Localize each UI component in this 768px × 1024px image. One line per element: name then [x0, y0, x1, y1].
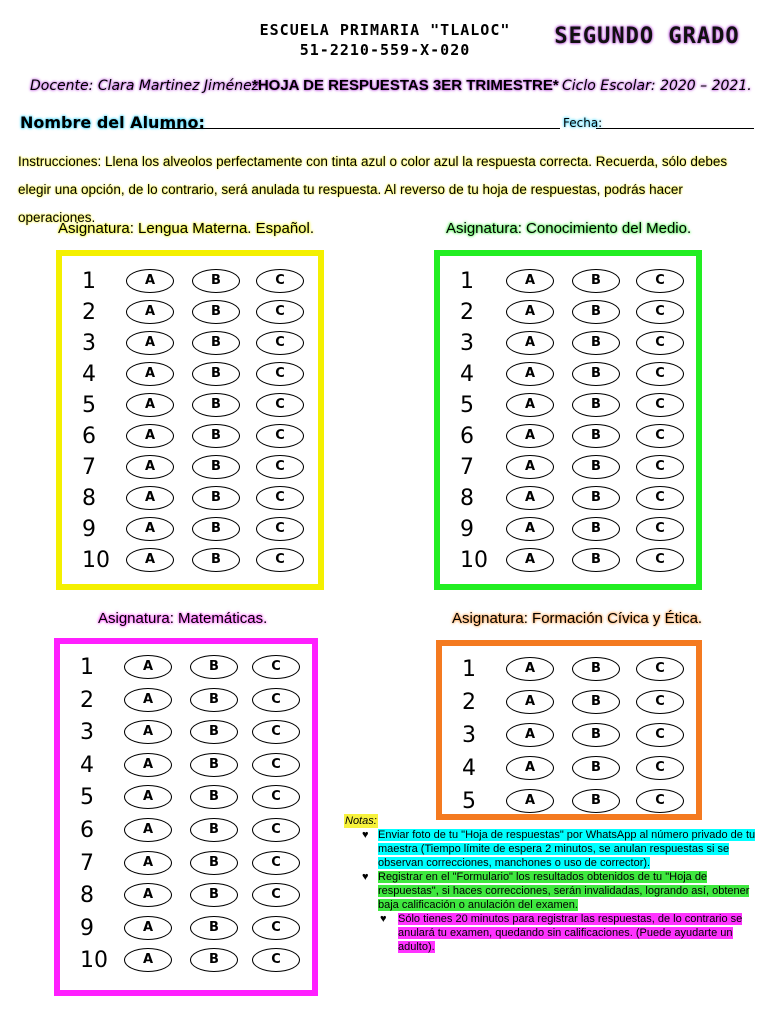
question-row [60, 750, 312, 781]
answer-box-espanol [56, 250, 324, 590]
answer-bubble-b[interactable]: B [192, 269, 240, 293]
ciclo-value: 2020 – 2021. [660, 78, 752, 94]
answer-bubble-c[interactable]: C [636, 756, 684, 780]
question-row [442, 654, 696, 685]
answer-bubble-c[interactable]: C [636, 548, 684, 572]
ciclo-label: Ciclo Escolar: [562, 78, 656, 94]
question-number: 7 [80, 850, 94, 876]
question-number: 5 [82, 393, 96, 418]
answer-bubble-c[interactable]: C [636, 455, 684, 479]
answer-bubble-b[interactable]: B [190, 785, 238, 809]
question-number: 4 [460, 362, 474, 387]
question-number: 1 [460, 269, 474, 294]
answer-bubble-b[interactable]: B [192, 300, 240, 324]
answer-bubble-c[interactable]: C [636, 657, 684, 681]
question-number: 2 [82, 300, 96, 325]
answer-bubble-b[interactable]: B [192, 486, 240, 510]
note-item [344, 870, 756, 912]
question-row [60, 848, 312, 879]
school-name: ESCUELA PRIMARIA "TLALOC" [259, 21, 511, 39]
question-row [62, 328, 318, 359]
question-row [440, 421, 696, 452]
answer-bubble-c[interactable]: C [636, 789, 684, 813]
answer-bubble-a[interactable]: A [506, 723, 554, 747]
answer-bubble-a[interactable]: A [506, 393, 554, 417]
answer-bubble-a[interactable]: A [126, 486, 174, 510]
docente-label: Docente: [30, 78, 94, 94]
question-number: 5 [460, 393, 474, 418]
question-row [62, 359, 318, 390]
answer-bubble-b[interactable]: B [572, 517, 620, 541]
answer-bubble-a[interactable]: A [124, 655, 172, 679]
answer-bubble-a[interactable]: A [506, 455, 554, 479]
question-number: 6 [80, 818, 94, 843]
answer-box-medio [434, 250, 702, 590]
answer-bubble-c[interactable]: C [252, 883, 300, 907]
question-number: 2 [80, 687, 94, 713]
subject-title-matematicas: Asignatura: Matemáticas. [98, 610, 268, 627]
question-row [60, 913, 312, 944]
notes-section [344, 814, 756, 954]
answer-bubble-c[interactable]: C [252, 655, 300, 679]
question-number: 2 [462, 690, 476, 715]
answer-bubble-a[interactable]: A [124, 916, 172, 940]
answer-bubble-b[interactable]: B [190, 851, 238, 875]
answer-bubble-c[interactable]: C [636, 690, 684, 714]
answer-bubble-b[interactable]: B [190, 720, 238, 744]
question-row [60, 880, 312, 911]
note-item [344, 828, 756, 870]
answer-bubble-c[interactable]: C [256, 331, 304, 355]
question-number: 9 [460, 517, 474, 542]
answer-bubble-b[interactable]: B [190, 948, 238, 972]
question-row [62, 452, 318, 483]
answer-bubble-b[interactable]: B [192, 362, 240, 386]
answer-bubble-a[interactable]: A [506, 789, 554, 813]
student-name-field[interactable] [160, 128, 560, 129]
question-number: 10 [82, 548, 110, 573]
teacher-line [30, 78, 259, 94]
answer-bubble-a[interactable]: A [506, 548, 554, 572]
answer-bubble-c[interactable]: C [636, 486, 684, 510]
question-number: 4 [82, 362, 96, 387]
note-text-tiempo: Sólo tienes 20 minutos para registrar las respuestas, de lo contrario se anulará tu examen, quedando sin calificaciones. (Puede ayudarte un adulto). [398, 913, 743, 953]
answer-bubble-c[interactable]: C [636, 424, 684, 448]
answer-bubble-a[interactable]: A [506, 300, 554, 324]
answer-bubble-c[interactable]: C [252, 785, 300, 809]
question-row [440, 359, 696, 390]
answer-bubble-c[interactable]: C [636, 362, 684, 386]
subject-title-espanol: Asignatura: Lengua Materna. Español. [58, 220, 315, 237]
answer-bubble-b[interactable]: B [192, 517, 240, 541]
question-number: 7 [460, 455, 474, 480]
question-row [440, 266, 696, 297]
question-row [440, 483, 696, 514]
answer-box-civica [436, 640, 702, 820]
answer-bubble-a[interactable]: A [124, 883, 172, 907]
answer-bubble-a[interactable]: A [506, 424, 554, 448]
question-number: 10 [80, 948, 108, 974]
question-number: 5 [80, 785, 94, 811]
answer-bubble-c[interactable]: C [256, 424, 304, 448]
answer-bubble-b[interactable]: B [572, 331, 620, 355]
question-number: 6 [82, 424, 96, 449]
question-row [442, 687, 696, 718]
heart-icon: ♥ [362, 871, 369, 883]
answer-bubble-c[interactable]: C [636, 517, 684, 541]
question-row [62, 514, 318, 545]
answer-bubble-c[interactable]: C [256, 455, 304, 479]
date-field[interactable] [596, 128, 754, 129]
answer-bubble-b[interactable]: B [192, 424, 240, 448]
question-number: 3 [82, 331, 96, 356]
question-number: 3 [460, 331, 474, 356]
answer-bubble-a[interactable]: A [126, 362, 174, 386]
note-item [344, 912, 756, 954]
answer-bubble-c[interactable]: C [636, 393, 684, 417]
question-number: 2 [460, 300, 474, 325]
answer-bubble-a[interactable]: A [124, 688, 172, 712]
answer-bubble-a[interactable]: A [126, 424, 174, 448]
answer-bubble-a[interactable]: A [124, 818, 172, 842]
answer-bubble-a[interactable]: A [506, 486, 554, 510]
note-text-whatsapp: Enviar foto de tu "Hoja de respuestas" por WhatsApp al número privado de tu maestra (Tiempo límite de espera 2 minutos, se anulan respuestas si se observan correcciones, manchones o uso de corrector). [378, 829, 756, 869]
answer-bubble-b[interactable]: B [572, 548, 620, 572]
answer-bubble-b[interactable]: B [572, 269, 620, 293]
answer-bubble-c[interactable]: C [256, 393, 304, 417]
question-number: 3 [462, 723, 476, 748]
answer-bubble-a[interactable]: A [124, 851, 172, 875]
school-code: 51-2210-559-X-020 [299, 41, 471, 59]
answer-bubble-b[interactable]: B [572, 756, 620, 780]
student-name-label: Nombre del Alumno: [20, 113, 205, 132]
answer-bubble-a[interactable]: A [124, 720, 172, 744]
heart-icon: ♥ [380, 913, 387, 925]
question-number: 1 [80, 655, 94, 680]
answer-bubble-b[interactable]: B [572, 789, 620, 813]
school-cycle [562, 78, 752, 94]
answer-bubble-c[interactable]: C [252, 753, 300, 777]
question-row [60, 815, 312, 846]
question-number: 8 [82, 486, 96, 511]
answer-bubble-b[interactable]: B [190, 883, 238, 907]
answer-bubble-a[interactable]: A [126, 517, 174, 541]
question-row [60, 685, 312, 716]
sheet-title: *HOJA DE RESPUESTAS 3ER TRIMESTRE* [252, 77, 559, 94]
question-row [62, 421, 318, 452]
grade-label: SEGUNDO GRADO [554, 24, 740, 49]
answer-bubble-c[interactable]: C [636, 300, 684, 324]
question-row [440, 514, 696, 545]
answer-box-matematicas [54, 638, 318, 996]
answer-bubble-b[interactable]: B [190, 688, 238, 712]
answer-bubble-a[interactable]: A [124, 753, 172, 777]
answer-bubble-a[interactable]: A [126, 393, 174, 417]
question-row [440, 328, 696, 359]
question-number: 6 [460, 424, 474, 449]
answer-bubble-c[interactable]: C [252, 688, 300, 712]
question-number: 8 [80, 883, 94, 909]
answer-bubble-c[interactable]: C [256, 269, 304, 293]
answer-bubble-a[interactable]: A [506, 657, 554, 681]
question-number: 9 [82, 517, 96, 542]
answer-bubble-a[interactable]: A [124, 785, 172, 809]
answer-bubble-b[interactable]: B [192, 548, 240, 572]
answer-bubble-b[interactable]: B [572, 657, 620, 681]
answer-bubble-b[interactable]: B [192, 393, 240, 417]
question-row [442, 753, 696, 784]
subject-title-civica: Asignatura: Formación Cívica y Ética. [452, 610, 703, 627]
answer-bubble-c[interactable]: C [636, 269, 684, 293]
heart-icon: ♥ [362, 829, 369, 841]
answer-bubble-c[interactable]: C [256, 300, 304, 324]
question-row [62, 483, 318, 514]
answer-bubble-c[interactable]: C [252, 720, 300, 744]
answer-bubble-c[interactable]: C [256, 548, 304, 572]
answer-bubble-c[interactable]: C [256, 486, 304, 510]
question-row [440, 390, 696, 421]
question-row [60, 717, 312, 748]
answer-bubble-a[interactable]: A [506, 362, 554, 386]
answer-bubble-c[interactable]: C [256, 517, 304, 541]
answer-bubble-c[interactable]: C [636, 723, 684, 747]
date-label: Fecha: [563, 116, 603, 130]
answer-bubble-c[interactable]: C [252, 916, 300, 940]
docente-name: Clara Martinez Jiménez [97, 78, 260, 94]
question-number: 3 [80, 720, 94, 746]
answer-bubble-a[interactable]: A [506, 517, 554, 541]
notes-title: Notas: [345, 815, 377, 827]
answer-bubble-b[interactable]: B [192, 455, 240, 479]
answer-bubble-b[interactable]: B [572, 723, 620, 747]
question-row [440, 452, 696, 483]
question-number: 1 [462, 657, 476, 682]
answer-bubble-b[interactable]: B [572, 486, 620, 510]
answer-bubble-a[interactable]: A [506, 331, 554, 355]
question-row [62, 266, 318, 297]
question-row [442, 786, 696, 817]
question-row [440, 545, 696, 576]
answer-bubble-b[interactable]: B [190, 753, 238, 777]
answer-bubble-a[interactable]: A [126, 300, 174, 324]
answer-bubble-a[interactable]: A [506, 756, 554, 780]
answer-bubble-b[interactable]: B [190, 655, 238, 679]
answer-bubble-b[interactable]: B [190, 818, 238, 842]
school-header [200, 20, 570, 60]
answer-bubble-c[interactable]: C [252, 818, 300, 842]
question-number: 5 [462, 789, 476, 814]
answer-bubble-a[interactable]: A [124, 948, 172, 972]
question-row [60, 782, 312, 813]
answer-bubble-b[interactable]: B [572, 300, 620, 324]
question-number: 10 [460, 548, 488, 573]
question-row [440, 297, 696, 328]
answer-bubble-a[interactable]: A [126, 269, 174, 293]
question-row [62, 297, 318, 328]
question-number: 8 [460, 486, 474, 511]
answer-bubble-b[interactable]: B [572, 424, 620, 448]
answer-bubble-c[interactable]: C [252, 851, 300, 875]
question-number: 4 [462, 756, 476, 781]
answer-bubble-b[interactable]: B [572, 690, 620, 714]
answer-bubble-b[interactable]: B [572, 362, 620, 386]
answer-bubble-c[interactable]: C [256, 362, 304, 386]
question-row [62, 545, 318, 576]
answer-bubble-a[interactable]: A [126, 455, 174, 479]
note-text-formulario: Registrar en el "Formulario" los resultados obtenidos de tu "Hoja de respuestas", si haces correcciones, serán invalidadas, logrando así, obtener baja calificación o anulación del examen. [378, 871, 750, 911]
question-row [60, 945, 312, 976]
answer-bubble-c[interactable]: C [636, 331, 684, 355]
answer-bubble-b[interactable]: B [572, 393, 620, 417]
question-number: 1 [82, 269, 96, 294]
question-row [442, 720, 696, 751]
answer-bubble-a[interactable]: A [506, 690, 554, 714]
answer-bubble-c[interactable]: C [252, 948, 300, 972]
question-row [62, 390, 318, 421]
answer-bubble-a[interactable]: A [126, 548, 174, 572]
answer-bubble-b[interactable]: B [192, 331, 240, 355]
answer-bubble-a[interactable]: A [126, 331, 174, 355]
question-number: 4 [80, 752, 94, 778]
answer-bubble-a[interactable]: A [506, 269, 554, 293]
subject-title-medio: Asignatura: Conocimiento del Medio. [446, 220, 692, 237]
question-row [60, 652, 312, 683]
instructions: Instrucciones: Llena los alveolos perfectamente con tinta azul o color azul la respuesta correcta. Recuerda, sólo debes elegir una opción, de lo contrario, será anulada tu respuesta. Al reverso de tu hoja de respuestas, podrás hacer operaciones. [18, 154, 728, 225]
answer-bubble-b[interactable]: B [572, 455, 620, 479]
question-number: 7 [82, 455, 96, 480]
question-number: 9 [80, 915, 94, 941]
answer-bubble-b[interactable]: B [190, 916, 238, 940]
